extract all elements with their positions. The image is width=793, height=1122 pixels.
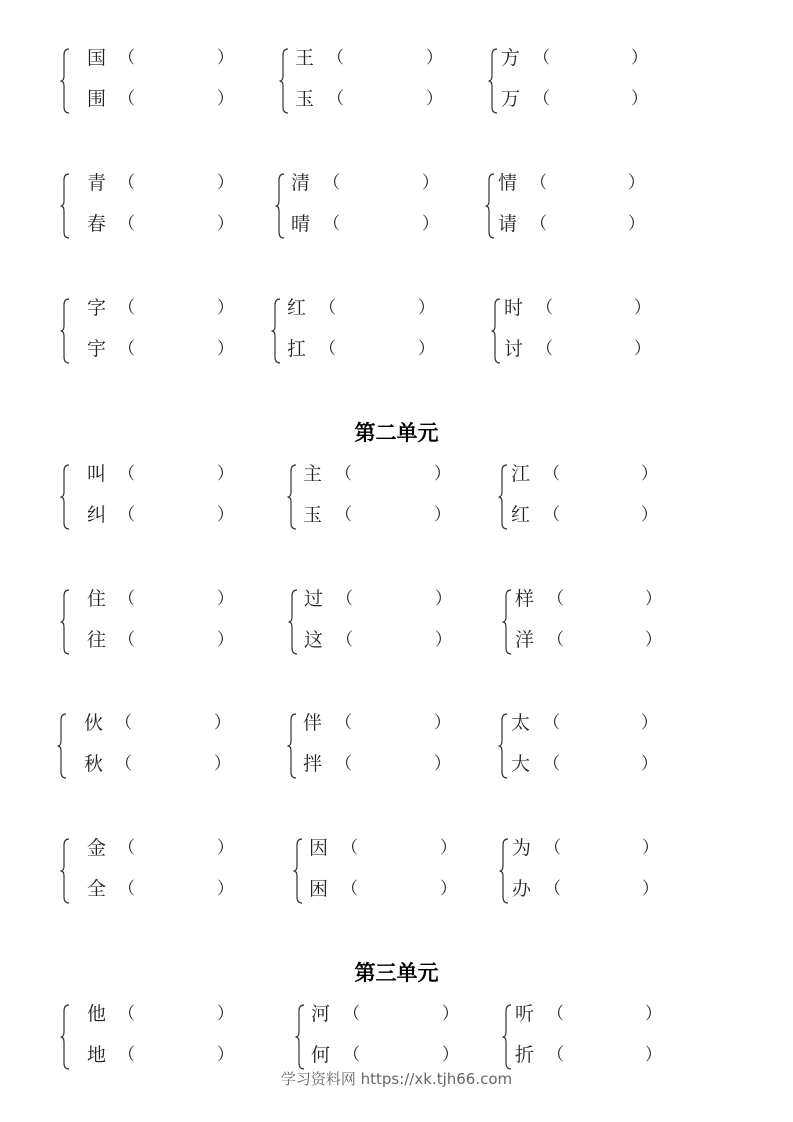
open-paren: （ [118,838,135,858]
hanzi-character: 太 [511,712,531,734]
word-group [499,836,689,906]
close-paren: ） [641,754,658,774]
word-group [60,171,250,241]
close-paren: ） [645,1004,662,1024]
word-row [488,87,678,111]
open-paren: （ [118,48,135,68]
hanzi-character: 方 [501,47,521,69]
word-row [271,296,461,320]
open-paren: （ [547,1004,564,1024]
close-paren: ） [634,298,651,318]
word-group [288,587,478,657]
hanzi-character: 宇 [87,338,107,360]
close-paren: ） [641,464,658,484]
close-paren: ） [418,339,435,359]
close-paren: ） [641,713,658,733]
word-group [60,1002,250,1072]
word-row [485,212,675,236]
word-group [498,462,688,532]
close-paren: ） [217,1045,234,1065]
open-paren: （ [327,48,344,68]
open-paren: （ [533,89,550,109]
word-row [275,212,465,236]
word-group [60,462,250,532]
word-row [287,503,477,527]
close-paren: ） [217,464,234,484]
close-paren: ） [217,589,234,609]
hanzi-character: 地 [87,1044,107,1066]
hanzi-character: 折 [515,1044,535,1066]
open-paren: （ [543,754,560,774]
open-paren: （ [319,298,336,318]
open-paren: （ [319,339,336,359]
open-paren: （ [335,464,352,484]
hanzi-character: 洋 [515,629,535,651]
hanzi-character: 样 [515,588,535,610]
close-paren: ） [440,838,457,858]
hanzi-character: 听 [515,1003,535,1025]
hanzi-character: 叫 [87,463,107,485]
open-paren: （ [341,838,358,858]
open-paren: （ [533,48,550,68]
open-paren: （ [544,879,561,899]
hanzi-character: 伴 [303,712,323,734]
hanzi-character: 时 [504,297,524,319]
word-row [293,836,483,860]
hanzi-character: 他 [87,1003,107,1025]
open-paren: （ [530,214,547,234]
close-paren: ） [631,89,648,109]
word-row [498,462,688,486]
close-paren: ） [645,1045,662,1065]
open-paren: （ [543,464,560,484]
close-paren: ） [217,173,234,193]
unit-title-3: 第三单元 [354,961,439,985]
hanzi-character: 这 [304,629,324,651]
word-group [60,587,250,657]
close-paren: ） [217,298,234,318]
close-paren: ） [435,630,452,650]
word-row [60,877,250,901]
word-group [502,1002,692,1072]
hanzi-character: 办 [512,878,532,900]
hanzi-character: 玉 [295,88,315,110]
word-group [271,296,461,366]
close-paren: ） [434,464,451,484]
hanzi-character: 困 [309,878,329,900]
word-row [288,628,478,652]
open-paren: （ [323,214,340,234]
open-paren: （ [543,505,560,525]
word-row [60,46,250,70]
word-row [60,212,250,236]
open-paren: （ [343,1004,360,1024]
close-paren: ） [634,339,651,359]
close-paren: ） [645,630,662,650]
open-paren: （ [118,879,135,899]
hanzi-character: 江 [511,463,531,485]
hanzi-character: 主 [303,463,323,485]
hanzi-character: 全 [87,878,107,900]
close-paren: ） [426,89,443,109]
hanzi-character: 扛 [287,338,307,360]
word-group [502,587,692,657]
hanzi-character: 讨 [504,338,524,360]
open-paren: （ [118,173,135,193]
hanzi-character: 万 [501,88,521,110]
open-paren: （ [335,505,352,525]
open-paren: （ [118,214,135,234]
word-group [485,171,675,241]
word-row [502,628,692,652]
close-paren: ） [426,48,443,68]
word-row [293,877,483,901]
word-row [60,337,250,361]
open-paren: （ [335,713,352,733]
word-row [279,46,469,70]
open-paren: （ [118,298,135,318]
word-group [498,711,688,781]
close-paren: ） [214,713,231,733]
word-group [275,171,465,241]
word-row [275,171,465,195]
word-group [295,1002,485,1072]
close-paren: ） [442,1045,459,1065]
word-row [60,87,250,111]
close-paren: ） [422,173,439,193]
word-row [491,337,681,361]
hanzi-character: 围 [87,88,107,110]
open-paren: （ [118,339,135,359]
hanzi-character: 拌 [303,753,323,775]
word-row [498,752,688,776]
close-paren: ） [217,339,234,359]
hanzi-character: 国 [87,47,107,69]
word-row [498,503,688,527]
open-paren: （ [530,173,547,193]
close-paren: ） [217,838,234,858]
hanzi-character: 往 [87,629,107,651]
open-paren: （ [336,630,353,650]
open-paren: （ [536,298,553,318]
word-row [295,1043,485,1067]
hanzi-character: 河 [311,1003,331,1025]
hanzi-character: 红 [287,297,307,319]
word-row [287,462,477,486]
hanzi-character: 大 [511,753,531,775]
close-paren: ） [217,89,234,109]
word-row [295,1002,485,1026]
word-row [502,587,692,611]
hanzi-character: 伙 [84,712,104,734]
close-paren: ） [422,214,439,234]
word-group [293,836,483,906]
open-paren: （ [327,89,344,109]
close-paren: ） [641,505,658,525]
open-paren: （ [547,589,564,609]
close-paren: ） [217,48,234,68]
hanzi-character: 春 [87,213,107,235]
word-group [488,46,678,116]
close-paren: ） [642,838,659,858]
word-row [287,752,477,776]
hanzi-character: 金 [87,837,107,859]
hanzi-character: 晴 [291,213,311,235]
open-paren: （ [115,754,132,774]
word-row [57,752,247,776]
word-row [60,503,250,527]
hanzi-character: 红 [511,504,531,526]
open-paren: （ [335,754,352,774]
word-group [60,296,250,366]
hanzi-character: 因 [309,837,329,859]
close-paren: ） [628,173,645,193]
close-paren: ） [217,879,234,899]
word-group [287,462,477,532]
hanzi-character: 住 [87,588,107,610]
hanzi-character: 清 [291,172,311,194]
word-group [57,711,247,781]
word-row [60,1043,250,1067]
word-row [60,1002,250,1026]
word-group [287,711,477,781]
word-row [287,711,477,735]
hanzi-character: 王 [295,47,315,69]
close-paren: ） [440,879,457,899]
hanzi-character: 过 [304,588,324,610]
open-paren: （ [118,464,135,484]
close-paren: ） [434,713,451,733]
open-paren: （ [547,630,564,650]
word-group [491,296,681,366]
hanzi-character: 纠 [87,504,107,526]
close-paren: ） [217,1004,234,1024]
word-group [60,836,250,906]
word-row [485,171,675,195]
hanzi-character: 请 [498,213,518,235]
footer-watermark: 学习资料网 https://xk.tjh66.com [280,1070,513,1088]
word-row [57,711,247,735]
hanzi-character: 玉 [303,504,323,526]
word-row [60,836,250,860]
open-paren: （ [118,89,135,109]
close-paren: ） [434,754,451,774]
hanzi-character: 为 [512,837,532,859]
open-paren: （ [343,1045,360,1065]
word-row [279,87,469,111]
close-paren: ） [217,630,234,650]
open-paren: （ [547,1045,564,1065]
close-paren: ） [418,298,435,318]
open-paren: （ [536,339,553,359]
word-row [502,1002,692,1026]
open-paren: （ [118,630,135,650]
word-row [60,462,250,486]
open-paren: （ [118,1045,135,1065]
close-paren: ） [628,214,645,234]
open-paren: （ [336,589,353,609]
open-paren: （ [544,838,561,858]
word-row [60,628,250,652]
hanzi-character: 字 [87,297,107,319]
open-paren: （ [118,1004,135,1024]
close-paren: ） [642,879,659,899]
word-row [499,877,689,901]
word-row [488,46,678,70]
word-group [60,46,250,116]
word-row [499,836,689,860]
open-paren: （ [323,173,340,193]
word-row [491,296,681,320]
close-paren: ） [442,1004,459,1024]
close-paren: ） [645,589,662,609]
word-row [60,296,250,320]
unit-title-2: 第二单元 [354,421,439,445]
open-paren: （ [118,589,135,609]
word-row [60,587,250,611]
hanzi-character: 青 [87,172,107,194]
close-paren: ） [434,505,451,525]
word-group [279,46,469,116]
close-paren: ） [435,589,452,609]
word-row [498,711,688,735]
word-row [60,171,250,195]
close-paren: ） [214,754,231,774]
close-paren: ） [217,505,234,525]
open-paren: （ [341,879,358,899]
open-paren: （ [115,713,132,733]
word-row [502,1043,692,1067]
close-paren: ） [217,214,234,234]
hanzi-character: 何 [311,1044,331,1066]
close-paren: ） [631,48,648,68]
open-paren: （ [543,713,560,733]
hanzi-character: 情 [498,172,518,194]
word-row [288,587,478,611]
hanzi-character: 秋 [84,753,104,775]
word-row [271,337,461,361]
open-paren: （ [118,505,135,525]
